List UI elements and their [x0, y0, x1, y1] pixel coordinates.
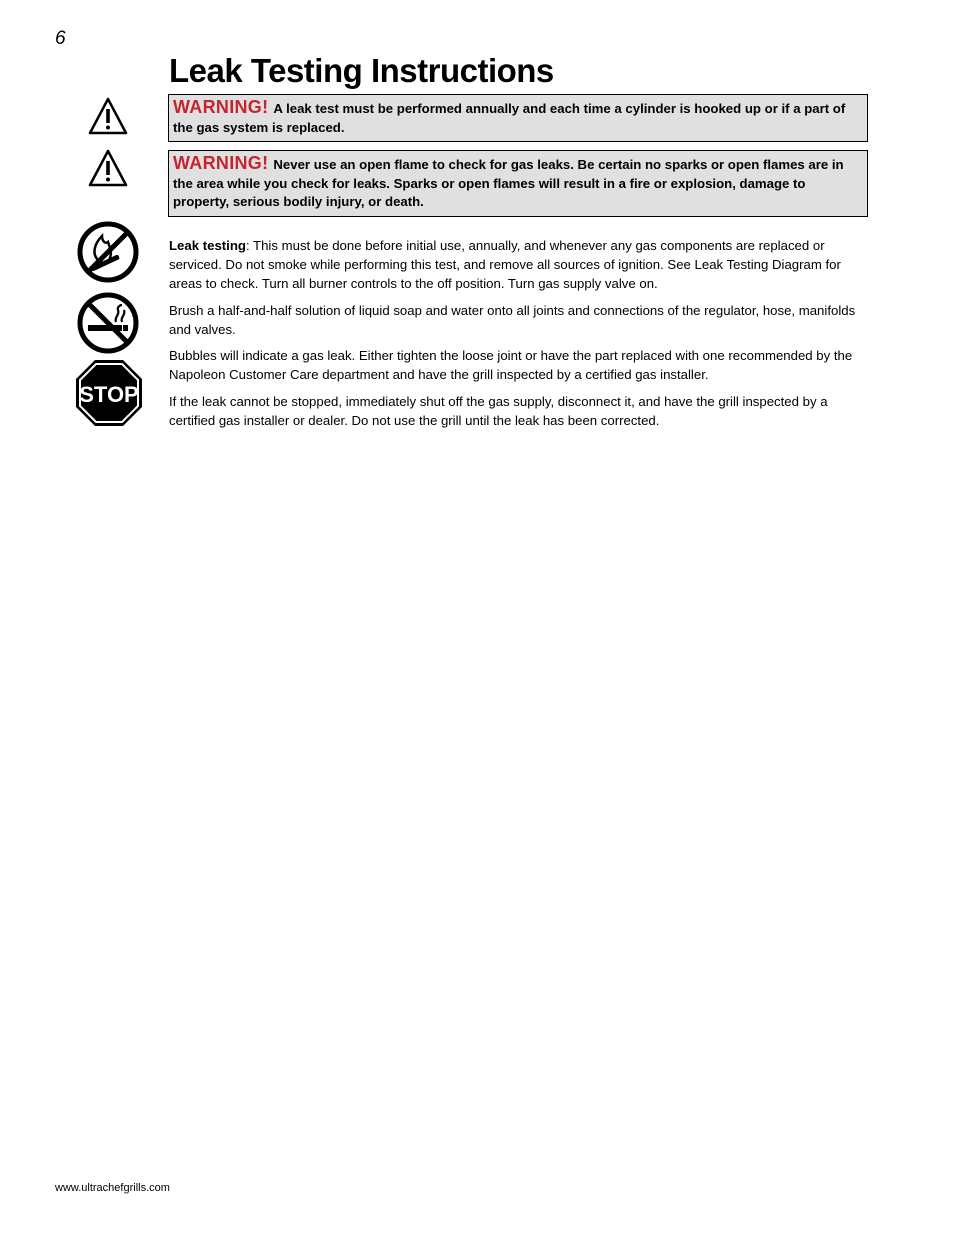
paragraph-bubbles: Bubbles will indicate a gas leak. Either tighten the loose joint or have the part replaced with one recommended by the Napoleon Customer Care department and have the grill inspected by a certified gas installer. [169, 348, 853, 382]
warning-label: WARNING! [173, 153, 269, 173]
paragraph-soap-solution: Brush a half-and-half solution of liquid soap and water onto all joints and connections of the regulator, hose, manifolds and valves. [169, 302, 856, 337]
paragraph-leak-testing [169, 236, 869, 293]
warning-box-annual-test [168, 94, 868, 142]
warning-triangle-icon [88, 148, 128, 188]
page-title: Leak Testing Instructions [169, 52, 554, 89]
no-open-flame-icon [76, 220, 140, 284]
paragraph-text: : This must be done before initial use, annually, and whenever any gas components are replaced or serviced. Do not smoke while performing this test, and remove all sources of ignition. See Leak Testing Diagram for areas to check. Turn all burner controls to the off position. Turn gas supply valve on. [169, 238, 841, 291]
paragraph-leak-not-stopped: If the leak cannot be stopped, immediately shut off the gas supply, disconnect it, and have the grill inspected by a certified gas installer or dealer. Do not use the grill until the leak has been corrected. [169, 393, 828, 428]
stop-sign-icon [75, 359, 143, 427]
leak-testing-lead: Leak testing [169, 238, 246, 253]
no-smoking-icon [76, 291, 140, 355]
instructions-body [169, 236, 869, 437]
page-number: 6 [55, 28, 66, 49]
footer-url: www.ultrachefgrills.com [55, 1182, 170, 1194]
stop-sign-text: STOP [79, 382, 139, 407]
warning-label: WARNING! [173, 97, 269, 117]
warning-text: A leak test must be performed annually and each time a cylinder is hooked up or if a part of the gas system is replaced. [173, 101, 846, 135]
warning-triangle-icon [88, 96, 128, 136]
warning-box-open-flame [168, 150, 868, 217]
warning-text: Never use an open flame to check for gas leaks. Be certain no sparks or open flames are in the area while you check for leaks. Sparks or open flames will result in a fire or explosion, damage to property, serious bodily injury, or death. [173, 157, 844, 209]
